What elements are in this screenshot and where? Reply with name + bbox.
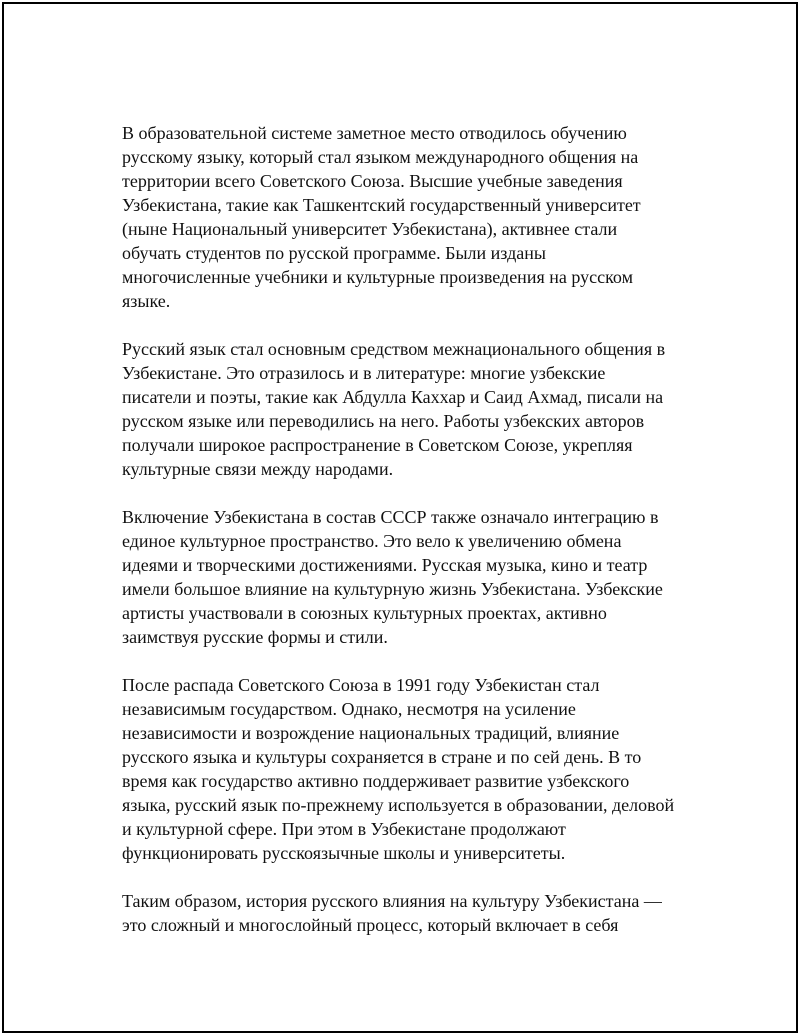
paragraph-3: Включение Узбекистана в состав СССР также означало интеграцию в единое культурное пространство. Это вело к увеличению обмена идеями и творческими достижениями. Русская музыка, кино и театр имели большое влияние на культурную жизнь Узбекистана. Узбекские артисты участвовали в союзных культурных проектах, активно заимствуя русские формы и стили. [122, 507, 663, 647]
page-border [2, 2, 798, 1033]
paragraph-2: Русский язык стал основным средством межнационального общения в Узбекистане. Это отразилось и в литературе: многие узбекские писатели и поэты, такие как Абдулла Каххар и Саид Ахмад, писали на русском языке или переводились на него. Работы узбекских авторов получали широкое распространение в Советском Союзе, укрепляя культурные связи между народами. [122, 339, 666, 479]
paragraph-4: После распада Советского Союза в 1991 году Узбекистан стал независимым государством. Однако, несмотря на усиление независимости и возрождение национальных традиций, влияние русского языка и культуры сохраняется в стране и по сей день. В то время как государство активно поддерживает развитие узбекского языка, русский язык по-прежнему используется в образовании, деловой и культурной сфере. При этом в Узбекистане продолжают функционировать русскоязычные школы и университеты. [122, 675, 675, 863]
paragraph-5: Таким образом, история русского влияния на культуру Узбекистана — это сложный и многослойный процесс, который включает в себя [122, 891, 662, 935]
document-body [122, 121, 722, 961]
paragraph-1: В образовательной системе заметное место отводилось обучению русскому языку, который стал языком международного общения на территории всего Советского Союза. Высшие учебные заведения Узбекистана, такие как Ташкентский государственный университет (ныне Национальный университет Узбекистана), активнее стали обучать студентов по русской программе. Были изданы многочисленные учебники и культурные произведения на русском языке. [122, 123, 641, 311]
